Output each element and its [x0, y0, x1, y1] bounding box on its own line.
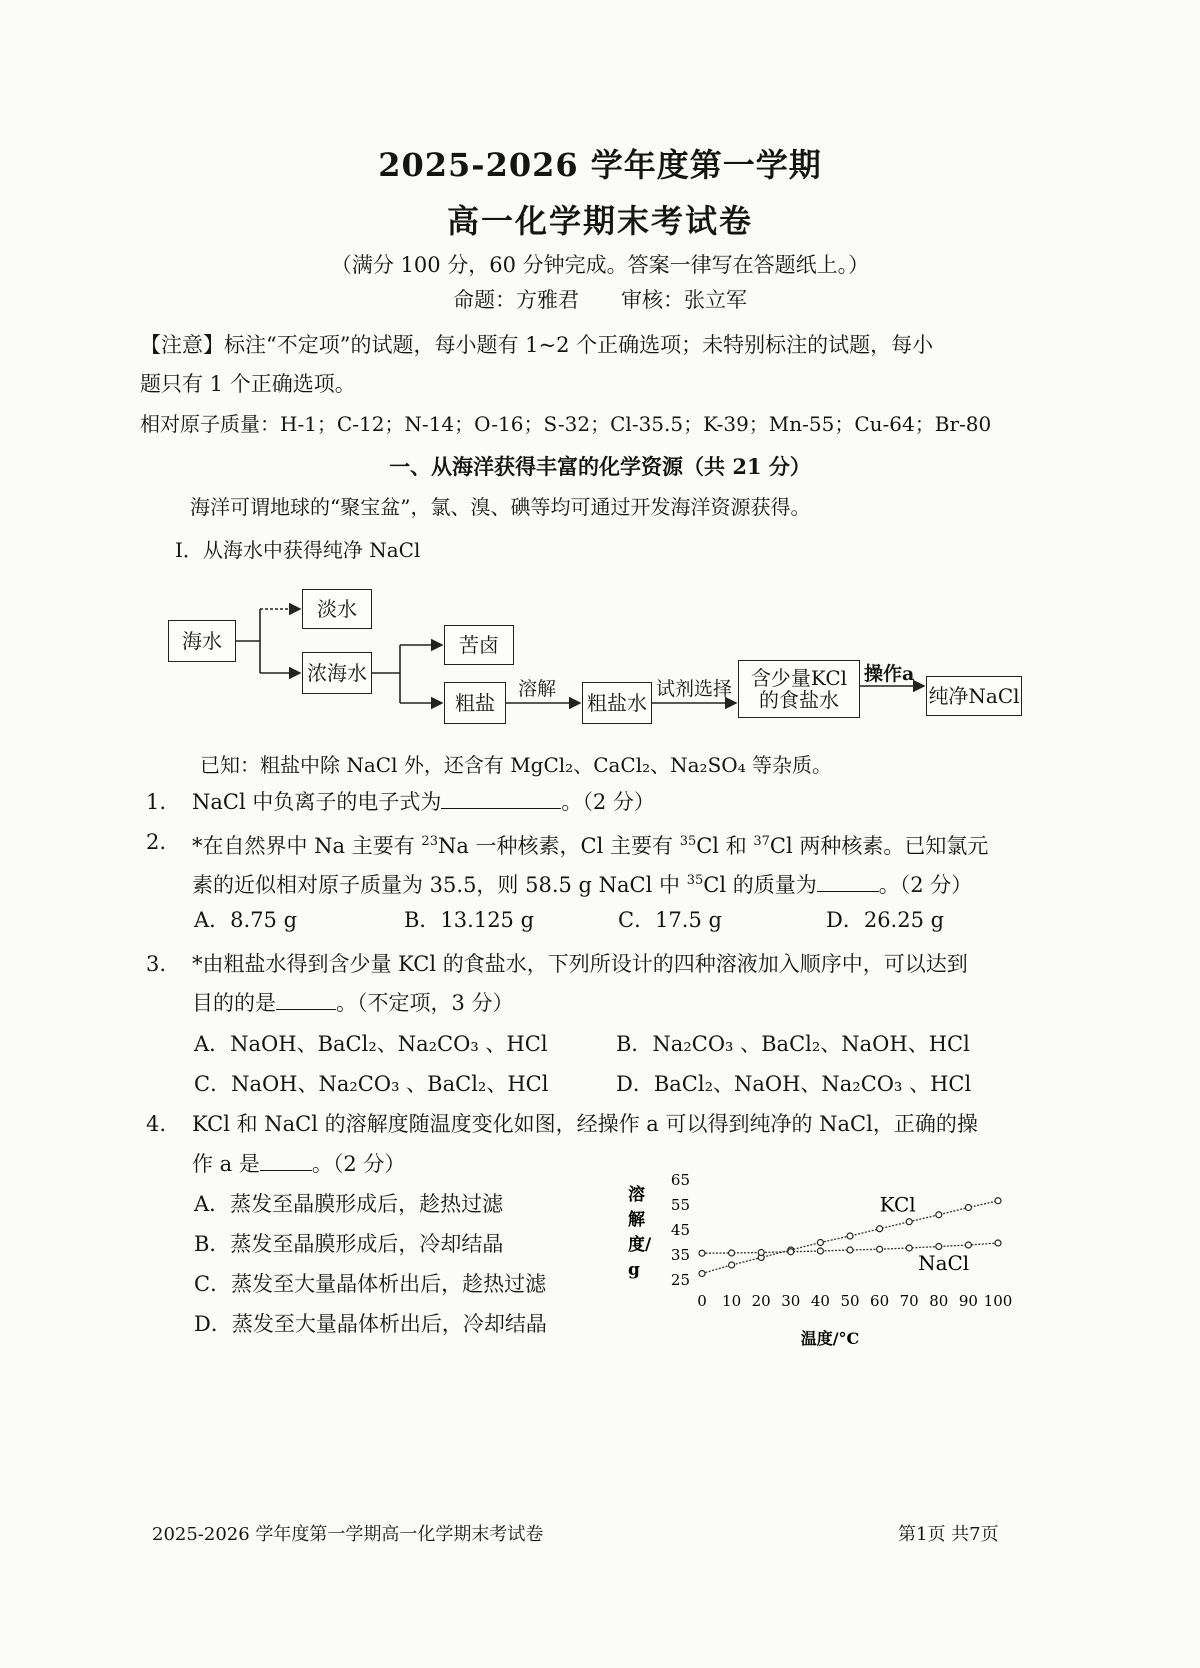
data-point-nacl [788, 1249, 794, 1255]
q2-option-b: B．13.125 g [404, 908, 535, 932]
x-tick-label: 10 [722, 1292, 742, 1310]
data-point-kcl [729, 1262, 735, 1268]
question-3-line2 [192, 988, 514, 1018]
q3-option-d: D．BaCl₂、NaOH、Na₂CO₃ 、HCl [616, 1072, 972, 1096]
question-4-number: 4. [146, 1112, 167, 1136]
data-point-nacl [847, 1247, 853, 1253]
answer-blank-q1 [441, 788, 561, 809]
x-tick-label: 70 [899, 1292, 919, 1310]
q2-option-a: A．8.75 g [194, 908, 298, 932]
q3-option-a: A．NaOH、BaCl₂、Na₂CO₃ 、HCl [194, 1032, 548, 1056]
data-point-kcl [936, 1212, 942, 1218]
question-2-score: 。（2 分） [878, 873, 973, 897]
data-point-nacl [817, 1248, 823, 1254]
question-4-line1: KCl 和 NaCl 的溶解度随温度变化如图，经操作 a 可以得到纯净的 NaCl，正确的操 [192, 1112, 978, 1136]
notice-line1: 【注意】标注“不定项”的试题，每小题有 1~2 个正确选项；未特别标注的试题，每小 [140, 333, 934, 357]
question-3-line1: *由粗盐水得到含少量 KCl 的食盐水，下列所设计的四种溶液加入顺序中，可以达到 [192, 952, 968, 976]
question-1-score: 。（2 分） [561, 790, 655, 814]
question-3-number: 3. [146, 952, 167, 976]
q2-sup-23: 23 [421, 834, 438, 849]
y-axis-label: 溶 [628, 1185, 645, 1205]
q3-text-2: 目的的是 [192, 991, 276, 1015]
footer-page-number: 第1页 共7页 [898, 1524, 999, 1545]
y-tick-label: 25 [670, 1271, 690, 1289]
data-point-nacl [699, 1250, 705, 1256]
q2-text-3: Cl 和 [696, 834, 754, 858]
q4-option-d: D．蒸发至大量晶体析出后，冷却结晶 [194, 1312, 547, 1336]
q2-sup-35: 35 [679, 834, 697, 849]
flow-box-brine: 苦卤 [444, 625, 514, 665]
answer-blank-q2 [817, 871, 879, 892]
flow-box-concentrated-seawater: 浓海水 [302, 652, 372, 694]
x-tick-label: 0 [697, 1292, 707, 1310]
y-tick-label: 55 [670, 1196, 690, 1214]
data-point-nacl [965, 1242, 971, 1248]
part-title: I．从海水中获得纯净 NaCl [175, 538, 421, 562]
question-2-line1 [192, 827, 988, 861]
y-axis-label: 解 [628, 1210, 645, 1230]
flow-box-crude-brine: 粗盐水 [582, 682, 652, 724]
footer-title: 2025-2026 学年度第一学期高一化学期末考试卷 [152, 1524, 544, 1545]
y-axis-label: 度/ [628, 1235, 652, 1255]
data-point-kcl [877, 1226, 883, 1232]
q2-text-2: Na 一种核素，Cl 主要有 [437, 834, 680, 858]
notice-line2: 题只有 1 个正确选项。 [140, 372, 356, 396]
question-1 [192, 787, 655, 817]
q4-text-2: 作 a 是 [192, 1152, 260, 1176]
q2-text-4: Cl 两种核素。已知氯元 [769, 834, 989, 858]
question-2-number: 2. [146, 830, 167, 854]
q2-text-6: Cl 的质量为 [703, 873, 817, 897]
data-point-kcl [817, 1240, 823, 1246]
data-point-kcl [906, 1219, 912, 1225]
q3-option-b: B．Na₂CO₃ 、BaCl₂、NaOH、HCl [616, 1032, 970, 1056]
atomic-masses: 相对原子质量：H-1；C-12；N-14；O-16；S-32；Cl-35.5；K-39；Mn-55；Cu-64；Br-80 [140, 412, 992, 436]
q2-sup-35b: 35 [686, 873, 704, 888]
y-tick-label: 45 [670, 1221, 690, 1239]
question-2-line2 [192, 866, 972, 900]
flow-label-reagent-select: 试剂选择 [656, 678, 733, 700]
data-point-nacl [729, 1250, 735, 1256]
q2-text-5: 素的近似相对原子质量为 35.5，则 58.5 g NaCl 中 [192, 873, 687, 897]
data-point-nacl [906, 1245, 912, 1251]
flow-box-salt-water-kcl-line1: 含少量KCl [750, 666, 848, 690]
x-tick-label: 100 [983, 1292, 1013, 1310]
known-impurities: 已知：粗盐中除 NaCl 外，还含有 MgCl₂、CaCl₂、Na₂SO₄ 等杂质。 [200, 753, 833, 777]
x-axis-label: 温度/°C [800, 1329, 860, 1348]
question-1-text: NaCl 中负离子的电子式为 [192, 790, 442, 814]
data-point-nacl [995, 1240, 1001, 1246]
data-point-kcl [965, 1205, 971, 1211]
series-label-nacl: NaCl [918, 1251, 970, 1275]
data-point-nacl [936, 1244, 942, 1250]
x-tick-label: 60 [870, 1292, 890, 1310]
x-tick-label: 50 [840, 1292, 860, 1310]
x-tick-label: 40 [810, 1292, 830, 1310]
q2-text-1: *在自然界中 Na 主要有 [192, 834, 422, 858]
answer-blank-q3 [276, 989, 336, 1010]
q2-sup-37: 37 [753, 834, 770, 849]
y-axis-label: g [628, 1260, 640, 1280]
x-tick-label: 30 [781, 1292, 801, 1310]
section-intro: 海洋可谓地球的“聚宝盆”，氯、溴、碘等均可通过开发海洋资源获得。 [190, 495, 811, 519]
exam-subtitle: （满分 100 分，60 分钟完成。答案一律写在答题纸上。） [330, 253, 870, 277]
question-4-score: 。（2 分） [311, 1152, 406, 1176]
x-tick-label: 20 [751, 1292, 771, 1310]
question-4-line2 [192, 1149, 405, 1179]
flow-box-seawater: 海水 [168, 620, 236, 662]
data-point-kcl [699, 1271, 705, 1277]
data-point-nacl [758, 1250, 764, 1256]
q4-option-b: B．蒸发至晶膜形成后，冷却结晶 [194, 1232, 504, 1256]
flow-box-pure-nacl: 纯净NaCl [926, 676, 1022, 716]
flow-box-salt-water-kcl-line2: 的食盐水 [759, 688, 839, 712]
q4-option-c: C．蒸发至大量晶体析出后，趁热过滤 [194, 1272, 547, 1296]
flow-label-dissolve: 溶解 [518, 678, 557, 700]
answer-blank-q4 [260, 1150, 312, 1171]
section-title: 一、从海洋获得丰富的化学资源（共 21 分） [389, 454, 811, 479]
flow-label-operation-a: 操作a [864, 663, 915, 685]
data-point-nacl [877, 1246, 883, 1252]
q2-option-d: D．26.25 g [826, 908, 945, 932]
x-tick-label: 90 [958, 1292, 978, 1310]
y-tick-label: 65 [670, 1171, 690, 1189]
data-point-kcl [995, 1198, 1001, 1204]
question-1-number: 1. [146, 790, 167, 814]
q3-option-c: C．NaOH、Na₂CO₃ 、BaCl₂、HCl [194, 1072, 549, 1096]
flow-box-fresh-water: 淡水 [302, 589, 372, 629]
exam-title-line1: 2025-2026 学年度第一学期 [378, 146, 822, 184]
data-point-kcl [847, 1233, 853, 1239]
series-label-kcl: KCl [879, 1192, 916, 1217]
flow-box-salt-water-kcl [738, 660, 860, 718]
exam-authors: 命题：方雅君 审核：张立军 [453, 288, 747, 312]
y-tick-label: 35 [670, 1246, 690, 1264]
question-3-score: 。（不定项，3 分） [336, 991, 514, 1015]
q4-option-a: A．蒸发至晶膜形成后，趁热过滤 [194, 1192, 504, 1216]
q2-option-c: C．17.5 g [618, 908, 722, 932]
exam-title-line2: 高一化学期末考试卷 [446, 202, 753, 240]
solubility-chart [620, 1170, 1040, 1380]
flow-box-crude-salt: 粗盐 [444, 682, 506, 724]
x-tick-label: 80 [929, 1292, 949, 1310]
